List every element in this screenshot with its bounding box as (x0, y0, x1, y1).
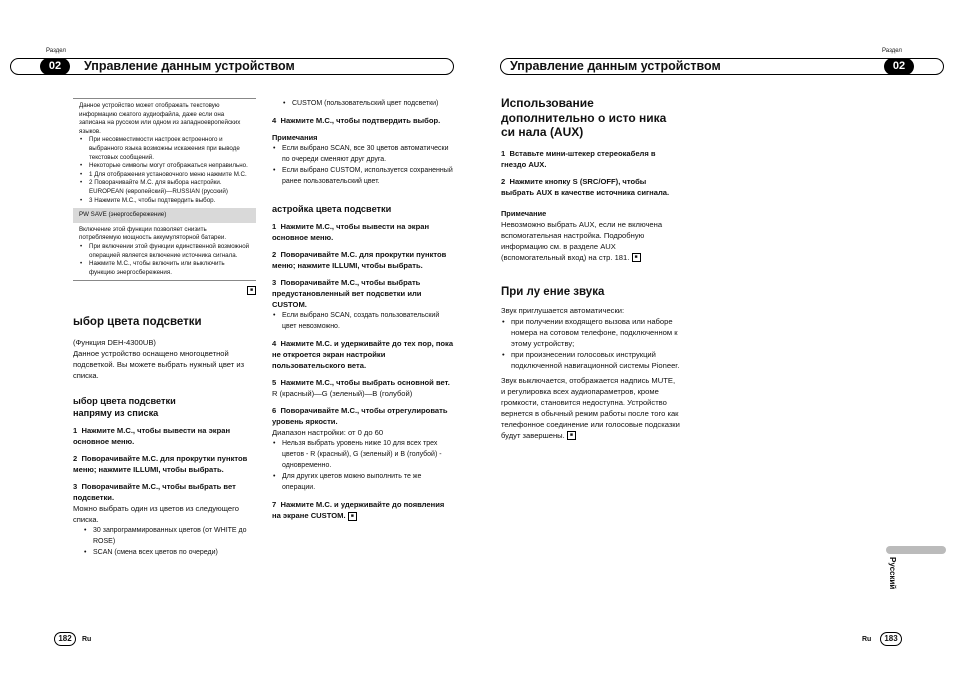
heading-aux: Использование дополнительно о исто ника си нала (AUX) (501, 96, 667, 139)
aux-step-1: 1 Вставьте мини-штекер стереокабеля в гнездо AUX. (501, 148, 656, 169)
custom-step-3-note: • Если выбрано SCAN, создать пользовательский цвет невозможно. (272, 310, 454, 332)
custom-step-6-sub: Диапазон настройки: от 0 до 60 (272, 428, 384, 437)
page-number-right: 183 (880, 632, 902, 646)
mute-bullet: • при получении входящего вызова или наборе номера на сотовом телефоне, подключенном к этому устройству; (501, 316, 681, 349)
pw-save-bullet: • При включении этой функции единственной возможной операцией является включение источника сигнала. (79, 243, 250, 260)
box-step-num: 2 (89, 179, 93, 187)
middle-column (272, 98, 454, 521)
heading-direct-select-2: напряму из списка (73, 408, 159, 419)
custom-step-5-sub: R (красный)—G (зеленый)—B (голубой) (272, 389, 413, 398)
box-step: • 1 Для отображения установочного меню нажмите M.C. (79, 171, 250, 180)
custom-step-3: 3 Поворачивайте M.C., чтобы выбрать предустановленный вет подсветки или CUSTOM. (272, 278, 422, 309)
mute-intro: Звук приглушается автоматически: (501, 305, 625, 315)
note-item: • Если выбрано SCAN, все 30 цветов автоматически по очереди сменяют друг друга. (272, 143, 454, 165)
aux-note-title: Примечание (501, 208, 547, 218)
custom-bullet: • CUSTOM (пользовательский цвет подсветки) (282, 98, 454, 109)
heading-custom-color: астройка цвета подсветки (272, 204, 392, 214)
custom-step-2: 2 Поворачивайте M.C. для прокрутки пунктов меню; нажмите ILLUMI, чтобы выбрать. (272, 250, 447, 270)
heading-mute: При лу ение звука (501, 285, 605, 298)
function-desc: Данное устройство оснащено многоцветной подсветкой. Вы можете выбрать нужный цвет из списка. (73, 349, 245, 381)
section-label-left: Раздел (46, 48, 66, 54)
section-number-left: 02 (40, 58, 70, 75)
page-number-left: 182 (54, 632, 76, 646)
custom-step-5: 5 Нажмите M.C., чтобы выбрать основной вет. (272, 378, 450, 387)
step-2: 2 Поворачивайте M.C. для прокрутки пунктов меню; нажмите ILLUMI, чтобы выбрать. (73, 454, 248, 475)
box-step-num: 1 (89, 170, 93, 178)
box-intro: Данное устройство может отображать текстовую информацию сжатого аудиофайла, даже если она записана на русском или одном из западноевропейских языков. (79, 102, 241, 135)
page-title-right: Управление данным устройством (510, 59, 721, 73)
list-item: • SCAN (смена всех цветов по очереди) (83, 547, 256, 558)
lang-code-left: Ru (82, 636, 92, 643)
list-item: • 30 запрограммированных цветов (от WHITE до ROSE) (83, 525, 256, 547)
language-side-tab (886, 546, 946, 554)
language-side-label: Русский (888, 557, 897, 590)
end-icon: ■ (632, 253, 641, 262)
custom-step-6-note: • Для других цветов можно выполнить те же операции. (272, 471, 454, 493)
right-column (501, 96, 681, 441)
notes-title: Примечания (272, 133, 318, 142)
box-step-num: 3 (89, 196, 93, 204)
heading-backlight-color: ыбор цвета подсветки (73, 316, 202, 329)
section-label-right: Раздел (882, 48, 902, 54)
lang-code-right: Ru (862, 636, 872, 643)
left-column (73, 98, 256, 558)
pw-save-title: PW SAVE (энергосбережение) (73, 208, 256, 223)
box-step: • 3 Нажмите M.C., чтобы подтвердить выбор. (79, 197, 250, 206)
mute-bullet: • при произнесении голосовых инструкций подключенной навигационной системы Pioneer. (501, 349, 681, 371)
aux-note: Невозможно выбрать AUX, если не включена вспомогательная настройка. Подробную информацию см. в разделе AUX (вспомогательный вход) на стр. 181. ■ (501, 219, 663, 262)
heading-direct-select: ыбор цвета подсветки (73, 396, 176, 407)
choose-text: Можно выбрать один из цветов из следующего списка. (73, 504, 239, 525)
custom-step-7: 7 Нажмите M.C. и удерживайте до появления на экране CUSTOM. ■ (272, 500, 445, 520)
box-bullet: • При несовместимости настроек встроенного и выбранного языка возможны искажения при выводе текстовых сообщений. (79, 136, 250, 162)
aux-step-2: 2 Нажмите кнопку S (SRC/OFF), чтобы выбрать AUX в качестве источника сигнала. (501, 176, 670, 197)
custom-step-1: 1 Нажмите M.C., чтобы вывести на экран основное меню. (272, 222, 430, 242)
mute-desc: Звук выключается, отображается надпись MUTE, и регулировка всех аудиопараметров, кроме громкости, становится недоступна. Устройство вернется в обычный режим работы после того как телефонное соединение или голосовые подсказки будут завершены. ■ (501, 375, 680, 440)
custom-step-6: 6 Поворачивайте M.C., чтобы отрегулировать уровень яркости. (272, 406, 448, 426)
end-icon: ■ (567, 431, 576, 440)
function-note: (Функция DEH-4300UB) (73, 338, 156, 348)
pw-save-step: • Нажмите M.C., чтобы включить или выключить функцию энергосбережения. (79, 260, 250, 277)
box-step: • 2 Поворачивайте M.C. для выбора настройки. EUROPEAN (европейский)—RUSSIAN (русский) (79, 179, 250, 196)
custom-step-6-note: • Нельзя выбрать уровень ниже 10 для всех трех цветов - R (красный), G (зеленый) и B (голубой) - одновременно. (272, 438, 454, 471)
box-bullet: • Некоторые символы могут отображаться неправильно. (79, 162, 250, 171)
end-icon: ■ (348, 512, 357, 521)
pw-save-text: Включение этой функции позволяет снизить потребляемую мощность аккумуляторной батареи. (79, 225, 227, 242)
section-number-right: 02 (884, 58, 914, 75)
note-item: • Если выбрано CUSTOM, используется сохраненный ранее пользовательский цвет. (272, 165, 454, 187)
step-3: 3 Поворачивайте M.C., чтобы выбрать вет подсветки. (73, 482, 236, 503)
language-box (73, 98, 256, 281)
step-1: 1 Нажмите M.C., чтобы вывести на экран основное меню. (73, 426, 231, 447)
step-4-confirm: 4 Нажмите M.C., чтобы подтвердить выбор. (272, 116, 441, 125)
page-title-left: Управление данным устройством (84, 59, 295, 73)
end-icon: ■ (247, 286, 256, 295)
custom-step-4: 4 Нажмите M.C. и удерживайте до тех пор, пока не откроется экран настройки пользовательского вета. (272, 339, 454, 370)
